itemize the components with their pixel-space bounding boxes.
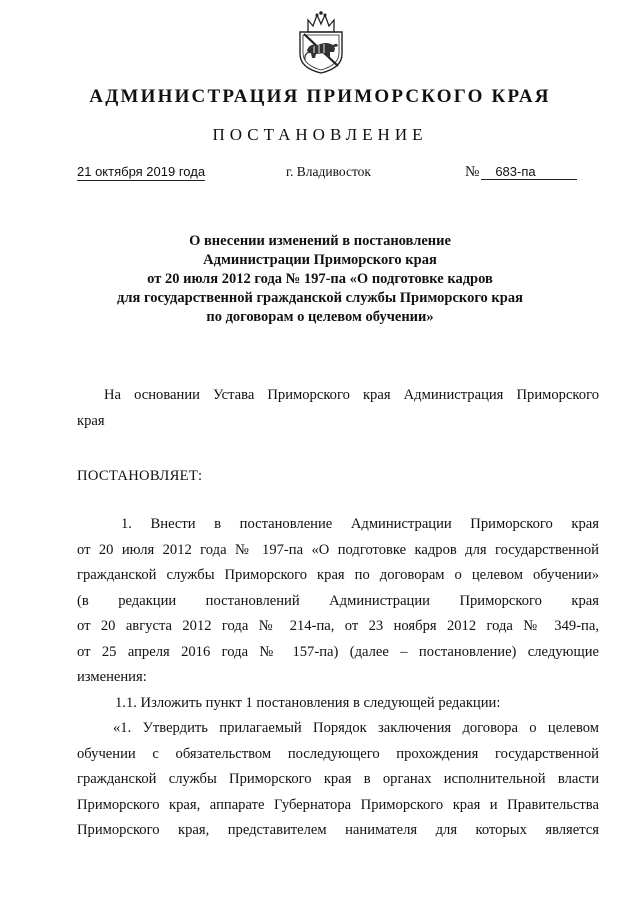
basis-paragraph-line: края: [77, 413, 105, 429]
body-line: Приморского края, представителем нанимателя для которых является: [77, 822, 599, 838]
body-line: гражданской службы Приморского края в органах исполнительной власти: [77, 771, 599, 787]
title-line: от 20 июля 2012 года № 197-па «О подготовке кадров: [147, 271, 493, 287]
decree-word: ПОСТАНОВЛЯЕТ:: [77, 468, 203, 484]
title-line: для государственной гражданской службы Приморского края: [117, 290, 523, 306]
body-line: 1.1. Изложить пункт 1 постановления в следующей редакции:: [115, 694, 501, 711]
document-title: [0, 232, 640, 327]
body-line: обучении с обязательством последующего прохождения государственной: [77, 745, 599, 762]
title-line: О внесении изменений в постановление: [189, 233, 451, 249]
title-line: Администрации Приморского края: [203, 252, 437, 268]
document-city: г. Владивосток: [286, 164, 371, 179]
body-text: [77, 512, 599, 844]
coat-of-arms-icon: [296, 10, 346, 74]
body-line: от 20 июля 2012 года № 197-па «О подготовке кадров для государственной: [77, 541, 599, 558]
organization-name: АДМИНИСТРАЦИЯ ПРИМОРСКОГО КРАЯ: [89, 86, 551, 107]
document-number: [465, 164, 577, 181]
body-line: 1. Внести в постановление Администрации Приморского края: [121, 516, 599, 532]
number-value: 683-па: [481, 164, 577, 180]
basis-paragraph-line: На основании Устава Приморского края Администрация Приморского: [104, 387, 599, 403]
body-line: от 25 апреля 2016 года № 157-па) (далее – постановление) следующие: [77, 643, 599, 660]
body-line: (в редакции постановлений Администрации Приморского края: [77, 592, 599, 609]
body-line: «1. Утвердить прилагаемый Порядок заключения договора о целевом: [113, 720, 599, 736]
title-line: по договорам о целевом обучении»: [206, 309, 434, 325]
document-type: ПОСТАНОВЛЕНИЕ: [212, 125, 428, 144]
body-line: изменения:: [77, 669, 147, 685]
body-line: от 20 августа 2012 года № 214-па, от 23 ноября 2012 года № 349-па,: [77, 618, 599, 634]
body-line: Приморского края, аппарате Губернатора Приморского края и Правительства: [77, 796, 599, 813]
body-line: гражданской службы Приморского края по договорам о целевом обучении»: [77, 567, 599, 583]
number-sign: №: [465, 164, 480, 180]
document-date: 21 октября 2019 года: [77, 164, 206, 179]
